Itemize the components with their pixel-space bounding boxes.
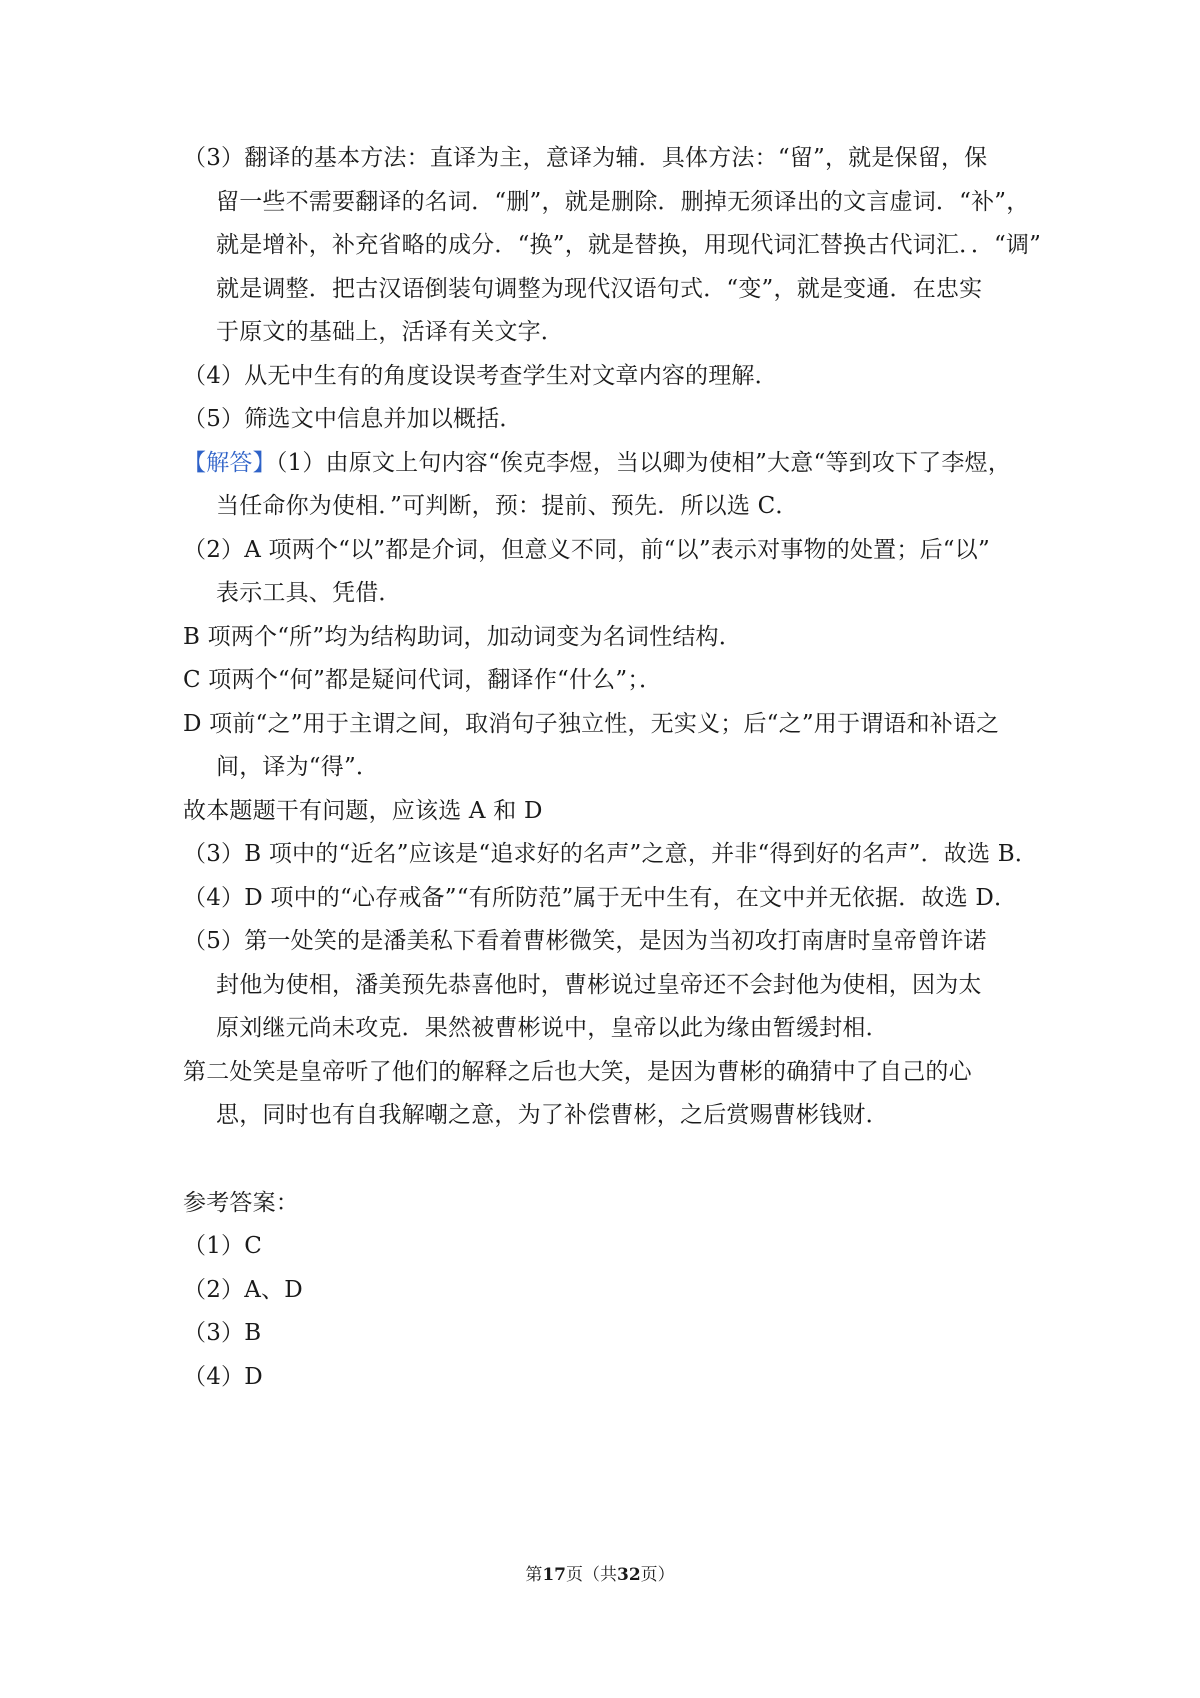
footer-suffix: 页）	[640, 1565, 675, 1585]
text-line-7: （5）筛选文中信息并加以概括．	[183, 406, 523, 432]
text-line-12: B 项两个“所”均为结构助词，加动词变为名词性结构．	[183, 624, 742, 650]
answer-line	[183, 447, 1011, 479]
reference-answer-4: （4）D	[183, 1364, 263, 1390]
footer-middle: 页（共	[566, 1565, 617, 1585]
reference-answer-3: （3）B	[183, 1320, 262, 1346]
page-footer	[0, 1563, 1200, 1587]
answer-tag: 【解答】	[183, 450, 276, 476]
text-line-6: （4）从无中生有的角度设误考查学生对文章内容的理解．	[183, 363, 778, 389]
text-line-18: （4）D 项中的“心存戒备”“有所防范”属于无中生有，在文中并无依据．故选 D．	[183, 885, 1018, 911]
text-line-10: （2）A 项两个“以”都是介词，但意义不同，前“以”表示对事物的处置；后“以”	[183, 537, 990, 563]
text-line-5: 于原文的基础上，活译有关文字．	[216, 319, 564, 345]
text-line-16: 故本题题干有问题，应该选 A 和 D	[183, 798, 543, 824]
footer-total-pages: 32	[617, 1565, 641, 1585]
footer-prefix: 第	[525, 1565, 543, 1585]
text-line-22: 第二处笑是皇帝听了他们的解释之后也大笑，是因为曹彬的确猜中了自己的心	[183, 1059, 972, 1085]
text-line-11: 表示工具、凭借．	[216, 580, 402, 606]
text-line-15: 间，译为“得”．	[216, 754, 380, 780]
text-line-1: （3）翻译的基本方法：直译为主，意译为辅．具体方法：“留”，就是保留，保	[183, 145, 988, 171]
text-line-23: 思，同时也有自我解嘲之意，为了补偿曹彬，之后赏赐曹彬钱财．	[216, 1102, 889, 1128]
reference-answer-heading: 参考答案：	[183, 1190, 299, 1216]
reference-answer-1: （1）C	[183, 1233, 263, 1259]
footer-page-number: 17	[542, 1565, 566, 1585]
text-line-17: （3）B 项中的“近名”应该是“追求好的名声”之意，并非“得到好的名声”．故选 B．	[183, 841, 1039, 867]
text-line-20: 封他为使相，潘美预先恭喜他时，曹彬说过皇帝还不会封他为使相，因为太	[216, 972, 982, 998]
text-line-13: C 项两个“何”都是疑问代词，翻译作“什么”；．	[183, 667, 663, 693]
text-line-19: （5）第一处笑的是潘美私下看着曹彬微笑，是因为当初攻打南唐时皇帝曾许诺	[183, 928, 987, 954]
answer-text: （1）由原文上句内容“俟克李煜，当以卿为使相”大意“等到攻下了李煜，	[275, 450, 1012, 476]
text-line-14: D 项前“之”用于主谓之间，取消句子独立性，无实义；后“之”用于谓语和补语之	[183, 711, 1000, 737]
text-line-21: 原刘继元尚未攻克．果然被曹彬说中，皇帝以此为缘由暂缓封相．	[216, 1015, 889, 1041]
text-line-4: 就是调整．把古汉语倒装句调整为现代汉语句式．“变”，就是变通．在忠实	[216, 276, 983, 302]
text-line-9: 当任命你为使相．”可判断，预：提前、预先．所以选 C．	[216, 493, 799, 519]
text-line-2: 留一些不需要翻译的名词．“删”，就是删除．删掉无须译出的文言虚词．“补”，	[216, 189, 1030, 215]
reference-answer-2: （2）A、D	[183, 1277, 303, 1303]
text-line-3: 就是增补，补充省略的成分．“换”，就是替换，用现代词汇替换古代词汇．．“调”	[216, 232, 1042, 258]
